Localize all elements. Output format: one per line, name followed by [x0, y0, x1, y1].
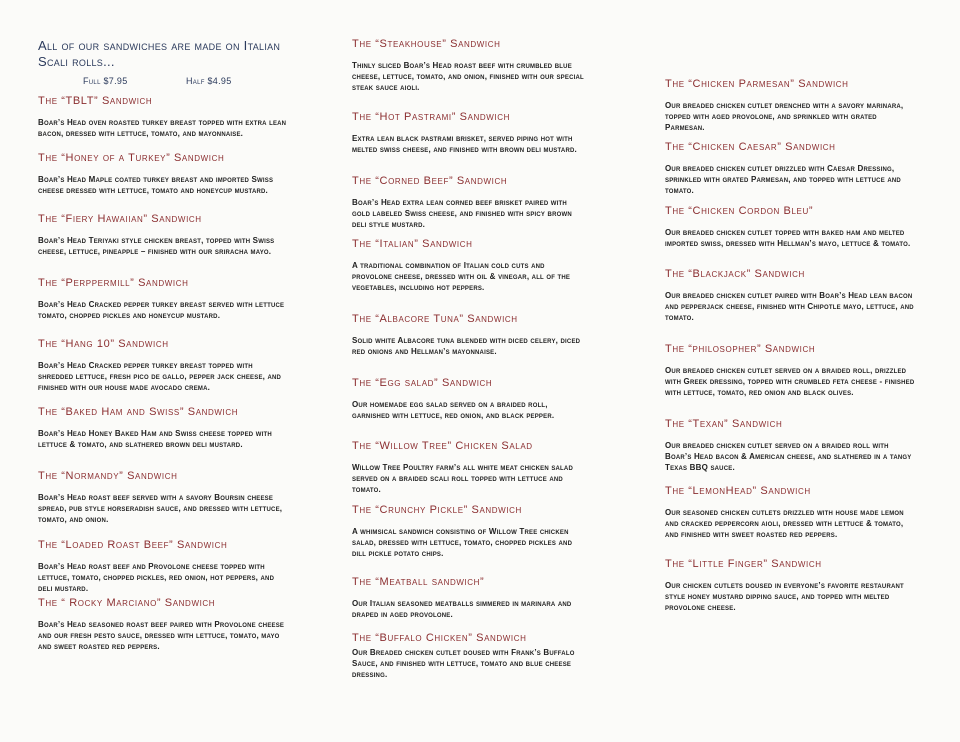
intro-text: All of our sandwiches are made on Italian Scali rolls... — [38, 38, 281, 69]
menu-item — [352, 111, 587, 155]
item-title: The “Texan” Sandwich — [665, 418, 783, 430]
item-title: The “Normandy” Sandwich — [38, 470, 178, 482]
item-description: Our breaded chicken cutlet drizzled with Caesar Dressing, sprinkled with grated Parmesan, and topped with lettuce and tomato. — [665, 164, 901, 195]
item-description: A whimsical sandwich consisting of Willow Tree chicken salad, dressed with lettuce, tomato, chopped pickles and dill pickle potato chips. — [352, 527, 573, 558]
menu-item — [38, 213, 288, 257]
menu-item — [665, 141, 915, 196]
item-description: Boar’s Head Teriyaki style chicken breast, topped with Swiss cheese, lettuce, pineapple – finished with our sriracha mayo. — [38, 236, 275, 256]
item-description: Our breaded chicken cutlet paired with Boar’s Head lean bacon and pepperjack cheese, finished with Chipotle mayo, lettuce, and tomato. — [665, 291, 914, 322]
item-title: The “Loaded Roast Beef” Sandwich — [38, 539, 228, 551]
full-price: Full $7.95 — [83, 76, 128, 86]
item-description: Our breaded chicken cutlet served on a braided roll with Boar’s Head bacon & American cheese, and slathered in a tangy Texas BBQ sauce. — [665, 441, 912, 472]
menu-item — [665, 418, 915, 473]
menu-item — [665, 485, 915, 540]
item-title: The “Hot Pastrami” Sandwich — [352, 111, 511, 123]
menu-item — [352, 576, 587, 620]
item-description: Our seasoned chicken cutlets drizzled with house made lemon and cracked peppercorn aioli, dressed with lettuce & tomato, and finished with sweet roasted red peppers. — [665, 508, 904, 539]
menu-item — [352, 38, 587, 93]
item-title: The “Buffalo Chicken” Sandwich — [352, 632, 527, 644]
menu-item — [352, 238, 587, 293]
menu-item — [665, 268, 915, 323]
item-title: The “Perppermill” Sandwich — [38, 277, 189, 289]
item-description: Thinly sliced Boar’s Head roast beef with crumbled blue cheese, lettuce, tomato, and onion, finished with our special steak sauce aioli. — [352, 61, 584, 92]
menu-item — [665, 343, 915, 398]
item-title: The “Willow Tree” Chicken Salad — [352, 440, 533, 452]
menu-item — [352, 632, 587, 680]
menu-item — [38, 597, 288, 652]
item-title: The “LemonHead” Sandwich — [665, 485, 811, 497]
item-description: Boar’s Head oven roasted turkey breast topped with extra lean bacon, dressed with lettuce, tomato, and mayonnaise. — [38, 118, 287, 138]
item-title: The “Steakhouse” Sandwich — [352, 38, 501, 50]
menu-item — [352, 313, 587, 357]
menu-item — [38, 338, 288, 393]
menu-item — [352, 504, 587, 559]
item-title: The “philosopher” Sandwich — [665, 343, 816, 355]
item-title: The “TBLT” Sandwich — [38, 95, 153, 107]
item-title: The “Fiery Hawaiian” Sandwich — [38, 213, 202, 225]
item-title: The “Meatball sandwich” — [352, 576, 485, 588]
item-description: Solid white Albacore tuna blended with diced celery, diced red onions and Hellman’s mayonnaise. — [352, 336, 581, 356]
item-description: Willow Tree Poultry farm’s all white meat chicken salad served on a braided scali roll topped with lettuce and tomato. — [352, 463, 573, 494]
item-description: Our homemade egg salad served on a braided roll, garnished with lettuce, red onion, and black pepper. — [352, 400, 555, 420]
item-description: Boar’s Head Maple coated turkey breast and imported Swiss cheese dressed with lettuce, tomato and honeycup mustard. — [38, 175, 274, 195]
item-description: Boar’s Head seasoned roast beef paired with Provolone cheese and our fresh pesto sauce, dressed with lettuce, tomato, mayo and sweet roasted red peppers. — [38, 620, 285, 651]
item-title: The “Honey of a Turkey” Sandwich — [38, 152, 225, 164]
item-description: Boar’s Head Cracked pepper turkey breast served with lettuce tomato, chopped pickles and honeycup mustard. — [38, 300, 285, 320]
item-title: The “Chicken Caesar” Sandwich — [665, 141, 836, 153]
item-title: The “Chicken Parmesan” Sandwich — [665, 78, 849, 90]
item-description: Our chicken cutlets doused in everyone’s favorite restaurant style honey mustard dipping sauce, and topped with melted provolone cheese. — [665, 581, 904, 612]
item-title: The “Italian” Sandwich — [352, 238, 473, 250]
item-description: Boar’s Head Cracked pepper turkey breast topped with shredded lettuce, fresh pico de gallo, pepper jack cheese, and finished with our house made avocado crema. — [38, 361, 282, 392]
item-description: Our Breaded chicken cutlet doused with Frank’s Buffalo Sauce, and finished with lettuce, tomato and blue cheese dressing. — [352, 648, 575, 679]
item-title: The “Blackjack” Sandwich — [665, 268, 805, 280]
item-description: Our breaded chicken cutlet served on a braided roll, drizzled with Greek dressing, topped with crumbled feta cheese - finished with lettuce, tomato, red onion and black olives. — [665, 366, 915, 397]
item-title: The “Chicken Cordon Bleu” — [665, 205, 814, 217]
item-title: The “Crunchy Pickle” Sandwich — [352, 504, 522, 516]
menu-item — [352, 377, 587, 421]
menu-item — [38, 539, 288, 594]
item-description: Boar’s Head extra lean corned beef brisket paired with gold labeled Swiss cheese, and finished with spicy brown deli style mustard. — [352, 198, 572, 229]
menu-item — [665, 558, 915, 613]
item-description: Boar’s Head Honey Baked Ham and Swiss cheese topped with lettuce & tomato, and slathered brown deli mustard. — [38, 429, 272, 449]
item-title: The “Little Finger” Sandwich — [665, 558, 822, 570]
menu-item — [38, 470, 288, 525]
item-title: The “Hang 10” Sandwich — [38, 338, 169, 350]
item-description: Extra lean black pastrami brisket, served piping hot with melted swiss cheese, and finished with brown deli mustard. — [352, 134, 577, 154]
item-description: A traditional combination of Italian cold cuts and provolone cheese, dressed with oil & vinegar, all of the vegetables, including hot peppers. — [352, 261, 571, 292]
menu-item — [665, 205, 915, 249]
item-description: Our breaded chicken cutlet topped with baked ham and melted imported swiss, dressed with Hellman’s mayo, lettuce & tomato. — [665, 228, 911, 248]
item-title: The “Corned Beef” Sandwich — [352, 175, 508, 187]
half-price: Half $4.95 — [186, 76, 232, 86]
item-description: Our Italian seasoned meatballs simmered in marinara and draped in aged provolone. — [352, 599, 572, 619]
menu-item — [352, 440, 587, 495]
item-title: The “Egg salad” Sandwich — [352, 377, 493, 389]
menu-item — [352, 175, 587, 230]
menu-item — [38, 152, 288, 196]
item-description: Our breaded chicken cutlet drenched with a savory marinara, topped with aged provolone, and sprinkled with grated Parmesan. — [665, 101, 904, 132]
item-title: The “ Rocky Marciano” Sandwich — [38, 597, 216, 609]
menu-item — [38, 406, 288, 450]
item-title: The “Baked Ham and Swiss” Sandwich — [38, 406, 239, 418]
menu-item — [665, 78, 915, 133]
menu-item — [38, 95, 288, 139]
item-title: The “Albacore Tuna” Sandwich — [352, 313, 518, 325]
item-description: Boar’s Head roast beef and Provolone cheese topped with lettuce, tomato, chopped pickles, red onion, hot peppers, and deli mustard. — [38, 562, 275, 593]
item-description: Boar’s Head roast beef served with a savory Boursin cheese spread, pub style horseradish sauce, and dressed with lettuce, tomato, and onion. — [38, 493, 283, 524]
menu-item — [38, 277, 288, 321]
